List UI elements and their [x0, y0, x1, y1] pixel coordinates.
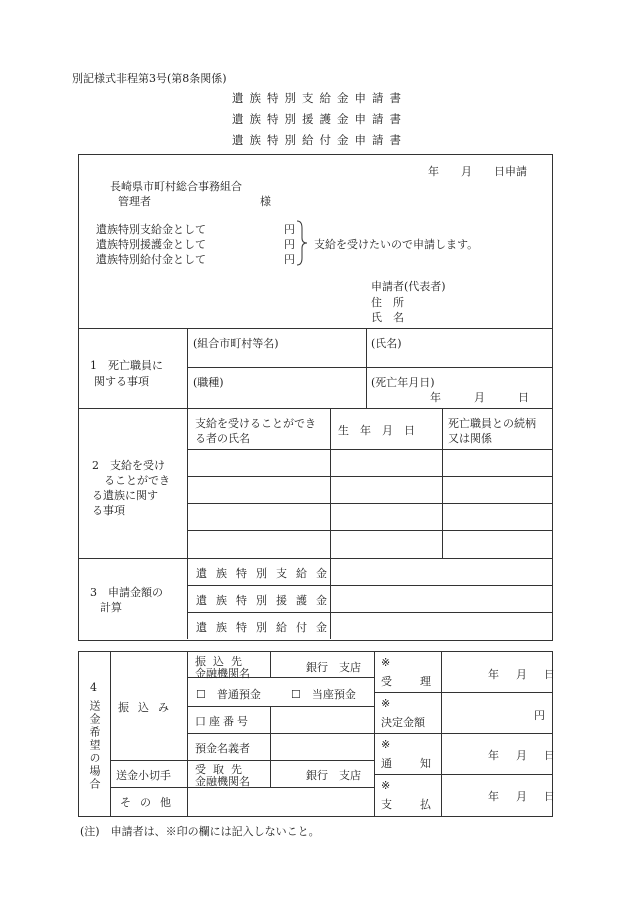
recipient-branch-field[interactable]: 銀行 支店 [306, 769, 361, 782]
death-date-ymd: 年 月 日 [430, 391, 529, 404]
title-support: 遺族特別支給金申請書 [232, 91, 407, 105]
section4-number: 4 [90, 681, 97, 694]
amount-item-unit: 円 [284, 238, 295, 251]
request-text: 支給を受けたいので申請します。 [314, 238, 479, 251]
col-name-header-2: る者の氏名 [195, 432, 250, 445]
section1-label: 1 死亡職員に [90, 359, 163, 372]
notified-label: 通 知 [381, 757, 433, 770]
addressee-title: 管理者 [118, 195, 151, 208]
footnote: (注) 申請者は、※印の欄には記入しないこと。 [80, 825, 320, 838]
received-date: 年 月 日 [488, 668, 558, 681]
municipality-field[interactable]: (組合市町村等名) [193, 337, 279, 350]
amount-item-label: 遺族特別給付金として [96, 253, 206, 266]
section2-label-2: ることができ [104, 474, 170, 487]
bank-label-2: 金融機関名 [195, 667, 250, 680]
section4-label: 送金希望の場合 [88, 700, 101, 791]
applicant-label: 申請者(代表者) [371, 280, 446, 293]
account-holder-label: 預金名義者 [195, 742, 250, 755]
col-birth-header: 生 年 月 日 [338, 424, 415, 437]
addressee-org: 長崎県市町村総合事務組合 [110, 180, 242, 193]
recipient-label-2: 金融機関名 [195, 775, 250, 788]
calc-row-benefit: 遺族特別給付金 [196, 621, 336, 634]
amount-item-unit: 円 [284, 223, 295, 236]
title-relief: 遺族特別援護金申請書 [232, 112, 407, 126]
death-date-field[interactable]: (死亡年月日) [371, 376, 435, 389]
section1-label-2: 関する事項 [94, 375, 149, 388]
job-type-field[interactable]: (職種) [193, 376, 224, 389]
current-checkbox[interactable]: ☐ 当座預金 [291, 688, 356, 701]
mark-received: ※ [381, 656, 391, 669]
mark-notified: ※ [381, 738, 391, 751]
paid-label: 支 払 [381, 798, 433, 811]
check-label: 送金小切手 [116, 769, 171, 782]
decided-amount-label: 決定金額 [381, 716, 425, 729]
deceased-name-field[interactable]: (氏名) [371, 337, 402, 350]
bank-branch-field[interactable]: 銀行 支店 [306, 661, 361, 674]
amount-item-label: 遺族特別支給金として [96, 223, 206, 236]
received-label: 受 理 [381, 675, 433, 688]
col-relation-header: 死亡職員との続柄 [448, 417, 536, 430]
title-benefit: 遺族特別給付金申請書 [232, 133, 407, 147]
calc-row-relief: 遺族特別援護金 [196, 594, 336, 607]
form-number: 別記様式非程第3号(第8条関係) [72, 72, 227, 85]
section2-label-3: る遺族に関す [92, 489, 158, 502]
amount-item-unit: 円 [284, 253, 295, 266]
name-label: 氏 名 [371, 311, 404, 324]
col-name-header: 支給を受けることができ [195, 417, 316, 430]
other-label: その他 [120, 796, 180, 809]
section3-label-2: 計算 [100, 601, 122, 614]
mark-paid: ※ [381, 779, 391, 792]
col-relation-header-2: 又は関係 [448, 432, 492, 445]
savings-checkbox[interactable]: ☐ 普通預金 [196, 688, 261, 701]
address-label: 住 所 [371, 296, 404, 309]
transfer-label: 振込み [118, 701, 178, 714]
notified-date: 年 月 日 [488, 749, 558, 762]
brace-icon [296, 220, 308, 266]
paid-date: 年 月 日 [488, 790, 558, 803]
bank-label: 振込先 [195, 655, 249, 668]
recipient-label: 受取先 [195, 763, 249, 776]
remittance-table [78, 651, 553, 817]
section2-label-4: る事項 [92, 504, 125, 517]
mark-amount: ※ [381, 697, 391, 710]
account-number-label: 口座番号 [195, 715, 251, 728]
application-date: 年 月 日申請 [428, 165, 527, 178]
amount-item-label: 遺族特別援護金として [96, 238, 206, 251]
section3-label: 3 申請金額の [90, 586, 163, 599]
section2-label: 2 支給を受け [92, 459, 165, 472]
honorific: 様 [260, 195, 271, 208]
yen-unit: 円 [534, 709, 545, 722]
calc-row-support: 遺族特別支給金 [196, 567, 336, 580]
